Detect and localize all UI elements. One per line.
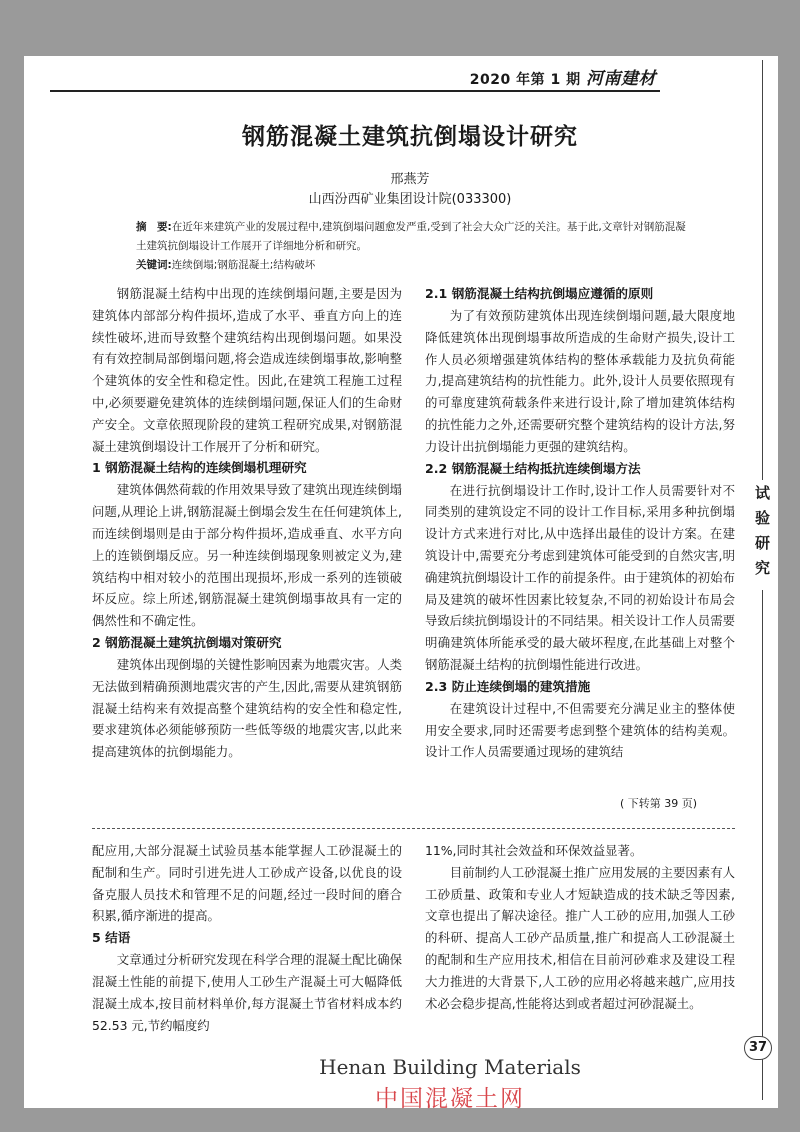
author: 邢燕芳 <box>390 172 430 187</box>
column-right-bottom <box>425 840 735 1014</box>
journal-name: 河南建材 <box>586 69 656 89</box>
paragraph: 建筑体偶然荷载的作用效果导致了建筑出现连续倒塌问题,从理论上讲,钢筋混凝土倒塌会发生在任何建筑体上,而连续倒塌则是由于部分构件损坏,造成垂直、水平方向上的连锁倒塌反应。另一种连续倒塌现象则被定义为,建筑结构中相对较小的范围出现损坏,形成一系列的连锁破坏反应。综上所述,钢筋混凝土建筑倒塌事故具有一定的偶然性和不确定性。 <box>92 482 402 629</box>
paragraph: 建筑体出现倒塌的关键性影响因素为地震灾害。人类无法做到精确预测地震灾害的产生,因此,需要从建筑钢筋混凝土结构来有效提高整个建筑结构的安全性和稳定性,要求建筑体必须能够预防一些低等级的地震灾害,以此来提高建筑体的抗倒塌能力。 <box>92 656 402 760</box>
paragraph: 钢筋混凝土结构中出现的连续倒塌问题,主要是因为建筑体内部部分构件损坏,造成了水平、垂直方向上的连续性破坏,进而导致整个建筑结构出现倒塌问题。如果没有有效控制局部倒塌问题,将会造成连续倒塌事故,影响整个建筑体的安全性和稳定性。因此,在建筑工程施工过程中,必须要避免建筑体的连续倒塌问题,保证人们的生命财产安全。文章依照现阶段的建筑工程研究成果,对钢筋混凝土建筑倒塌设计工作展开了分析和研究。 <box>92 286 402 454</box>
paragraph: 在建筑设计过程中,不但需要充分满足业主的整体使用安全要求,同时还需要考虑到整个建筑体的结构美观。设计工作人员需要通过现场的建筑结 <box>425 700 735 760</box>
section-heading: 5 结语 <box>92 930 131 946</box>
abstract-text: 在近年来建筑产业的发展过程中,建筑倒塌问题愈发严重,受到了社会大众广泛的关注。基于此,文章针对钢筋混凝土建筑抗倒塌设计工作展开了详细地分析和研究。 <box>136 221 686 252</box>
keywords-label: 关键词: <box>136 259 172 271</box>
paragraph: 为了有效预防建筑体出现连续倒塌问题,最大限度地降低建筑体出现倒塌事故所造成的生命财产损失,设计工作人员必须增强建筑体结构的整体承载能力及抗负荷能力,提高建筑结构的抗性能力。此外,设计人员要依照现有的可靠度建筑荷载条件来进行设计,除了增加建筑体结构的抗性能力之外,还需要研究整个建筑结构的设计方法,努力设计出抗倒塌能力更强的建筑结构。 <box>425 308 735 454</box>
section-heading: 1 钢筋混凝土结构的连续倒塌机理研究 <box>92 460 307 476</box>
issue-label: 2020 年第 1 期 <box>469 72 581 88</box>
paragraph: 配应用,大部分混凝土试验员基本能掌握人工砂混凝土的配制和生产。同时引进先进人工砂成产设备,以优良的设备克服人员技术和管理不足的问题,经过一段时间的磨合积累,循序渐进的提高。 <box>92 843 402 924</box>
article-title: 钢筋混凝土建筑抗倒塌设计研究 <box>242 123 578 150</box>
article-separator <box>92 828 735 829</box>
section-heading: 2 钢筋混凝土建筑抗倒塌对策研究 <box>92 634 282 650</box>
column-left-top <box>92 283 402 763</box>
section-heading: 2.2 钢筋混凝土结构抵抗连续倒塌方法 <box>425 460 641 476</box>
section-heading: 2.1 钢筋混凝土结构抗倒塌应遵循的原则 <box>425 286 654 301</box>
affiliation: 山西汾西矿业集团设计院(033300) <box>308 192 512 207</box>
section-heading: 2.3 防止连续倒塌的建筑措施 <box>425 678 591 694</box>
abstract-label: 摘 要: <box>136 221 172 233</box>
abstract <box>136 218 696 275</box>
watermark: 中国混凝土网 <box>375 1086 525 1112</box>
keywords: 连续倒塌;钢筋混凝土;结构破坏 <box>171 259 316 271</box>
paragraph: 文章通过分析研究发现在科学合理的混凝土配比确保混凝土性能的前提下,使用人工砂生产混凝土可大幅降低混凝土成本,按目前材料单价,每方混凝土节省材料成本约 52.53 元,节约幅度约 <box>92 952 402 1033</box>
running-header <box>50 60 660 92</box>
section-tab: 试验研究 <box>746 480 778 590</box>
paragraph: 目前制约人工砂混凝土推广应用发展的主要因素有人工砂质量、政策和专业人才短缺造成的技术缺乏等因素,文章也提出了解决途径。推广人工砂的应用,加强人工砂的科研、提高人工砂产品质量,推广和提高人工砂混凝土的配制和生产应用技术,相信在目前河砂难求及建设工程大力推进的大背景下,人工砂的应用必将越来越广,应用技术必会稳步提高,性能将达到或者超过河砂混凝土。 <box>425 864 735 1011</box>
column-right-top <box>425 283 735 763</box>
paragraph: 在进行抗倒塌设计工作时,设计工作人员需要针对不同类别的建筑设定不同的设计工作目标,采用多种抗倒塌设计方式来进行对比,从中选择出最佳的设计方案。在建筑设计中,需要充分考虑到建筑体可能受到的自然灾害,明确建筑抗倒塌设计工作的前提条件。由于建筑体的初始布局及建筑的破坏性因素比较复杂,不同的初始设计布局会导致后续抗倒塌设计的不同结果。相关设计工作人员需要明确建筑体所能承受的最大破坏程度,在此基础上对整个钢筋混凝土结构的抗倒塌性能进行改进。 <box>425 482 735 672</box>
continued-note: ( 下转第 39 页) <box>620 797 698 810</box>
paragraph: 11%,同时其社会效益和环保效益显著。 <box>425 843 643 858</box>
page-number: 37 <box>744 1036 772 1060</box>
column-left-bottom <box>92 840 402 1036</box>
footer-journal-en: Henan Building Materials <box>319 1055 581 1079</box>
